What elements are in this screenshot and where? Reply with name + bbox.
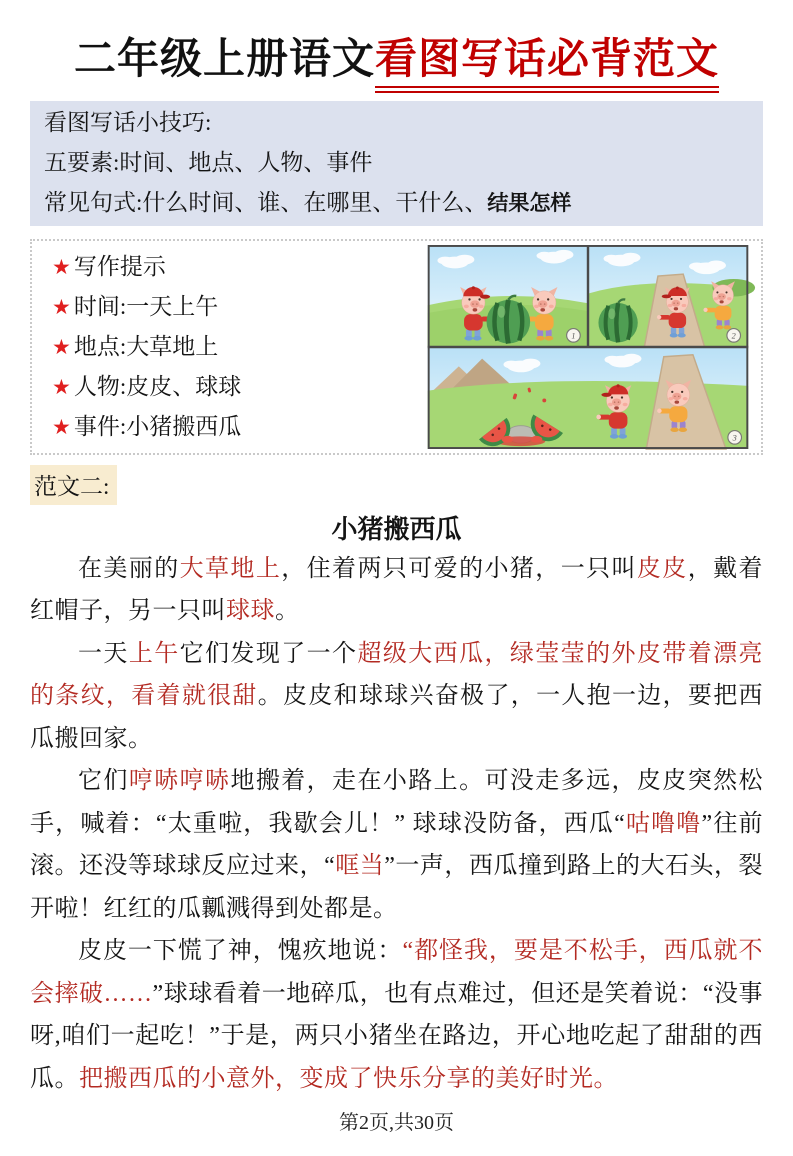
- text-segment: 皮皮一下慌了神，愧疚地说：: [78, 938, 403, 964]
- essay-label: 范文二:: [30, 465, 117, 505]
- star-icon: ★: [52, 414, 71, 439]
- text-segment: 超级大西瓜，绿莹莹的外皮带着漂亮的条纹，看着就很甜: [30, 640, 764, 709]
- hint-text: 事件:小猪搬西瓜: [73, 413, 242, 439]
- text-segment: 它们: [78, 768, 129, 794]
- comic-panel-2: [588, 245, 755, 347]
- text-segment: 球球: [226, 598, 275, 624]
- panel-number-1: 1: [571, 331, 576, 341]
- hint-item-time: [52, 287, 421, 327]
- essay-paragraph-3: [30, 760, 763, 930]
- text-segment: ”一声，西瓜撞到路上的大石头，裂开啦！红红的瓜瓤溅得到处都是。: [30, 853, 764, 922]
- hint-text: 时间:一天上午: [73, 293, 219, 319]
- text-segment: 。皮皮和球球兴奋极了，一人抱一边，要把西瓜搬回家。: [30, 683, 764, 752]
- title-red-part: 看图写话必背范文: [375, 37, 719, 93]
- text-segment: ，住着两只可爱的小猪，一只叫: [281, 555, 637, 582]
- page-footer: 第2页,共30页: [339, 1112, 454, 1134]
- text-segment: 一天: [78, 640, 129, 667]
- text-segment: 地搬着，走在小路上。可没走多远，皮皮突然松手，喊着：“太重啦，我歇会儿！” 球球没防备，西瓜“: [30, 768, 764, 837]
- tips-line-3: [44, 183, 749, 224]
- tips-line-3-text: 常见句式:什么时间、谁、在哪里、干什么、: [44, 189, 488, 215]
- text-segment: ”往前滚。还没等球球反应过来，“: [30, 810, 763, 879]
- hint-item-place: [52, 327, 421, 367]
- tips-line-3-bold: 结果怎样: [487, 191, 572, 215]
- comic-illustration: [421, 245, 755, 449]
- text-segment: 皮皮: [636, 555, 688, 582]
- text-segment: “都怪我，要是不松手，西瓜就不会摔破……: [30, 938, 764, 1007]
- text-segment: 在美丽的: [78, 555, 180, 582]
- essay-title: 小猪搬西瓜: [331, 514, 462, 544]
- tips-box: [30, 101, 763, 226]
- text-segment: ”球球看着一地碎瓜，也有点难过，但还是笑着说：“没事呀,咱们一起吃！”于是，两只小猪坐在路边，开心地吃起了甜甜的西瓜。: [30, 980, 764, 1092]
- title-black-part: 二年级上册语文: [73, 37, 375, 83]
- star-icon: ★: [52, 294, 71, 319]
- panel-number-3: 3: [732, 433, 737, 443]
- tips-line-2: 五要素:时间、地点、人物、事件: [44, 149, 373, 175]
- tips-line-1: 看图写话小技巧:: [44, 109, 212, 135]
- text-segment: 上午: [128, 640, 180, 667]
- document-page: [0, 34, 793, 1156]
- hint-item-characters: [52, 367, 421, 407]
- hint-text: 人物:皮皮、球球: [73, 373, 242, 399]
- essay-paragraph-1: [30, 548, 763, 633]
- star-icon: ★: [52, 334, 71, 359]
- text-segment: 哼哧哼哧: [128, 768, 231, 794]
- panel-number-2: 2: [731, 331, 736, 341]
- text-segment: 咕噜噜: [625, 810, 702, 837]
- hint-text: 地点:大草地上: [73, 333, 219, 359]
- text-segment: 把搬西瓜的小意外，变成了快乐分享的美好时光。: [79, 1065, 618, 1092]
- comic-panel-3: [428, 347, 749, 453]
- hint-item-heading: [52, 247, 421, 287]
- comic-panel-1: [428, 245, 588, 347]
- essay-paragraph-4: [30, 930, 763, 1100]
- hint-text: 写作提示: [73, 253, 166, 279]
- text-segment: 它们发现了一个: [179, 640, 358, 667]
- star-icon: ★: [52, 254, 71, 279]
- star-icon: ★: [52, 374, 71, 399]
- text-segment: ，戴着红帽子，另一只叫: [30, 555, 764, 624]
- hint-list: [38, 247, 421, 447]
- text-segment: 。: [275, 598, 300, 624]
- essay-paragraph-2: [30, 633, 763, 761]
- text-segment: 大草地上: [179, 555, 282, 582]
- text-segment: 哐当: [335, 853, 385, 879]
- hint-item-event: [52, 407, 421, 447]
- writing-hint-panel: [30, 239, 763, 455]
- page-title: [30, 34, 763, 87]
